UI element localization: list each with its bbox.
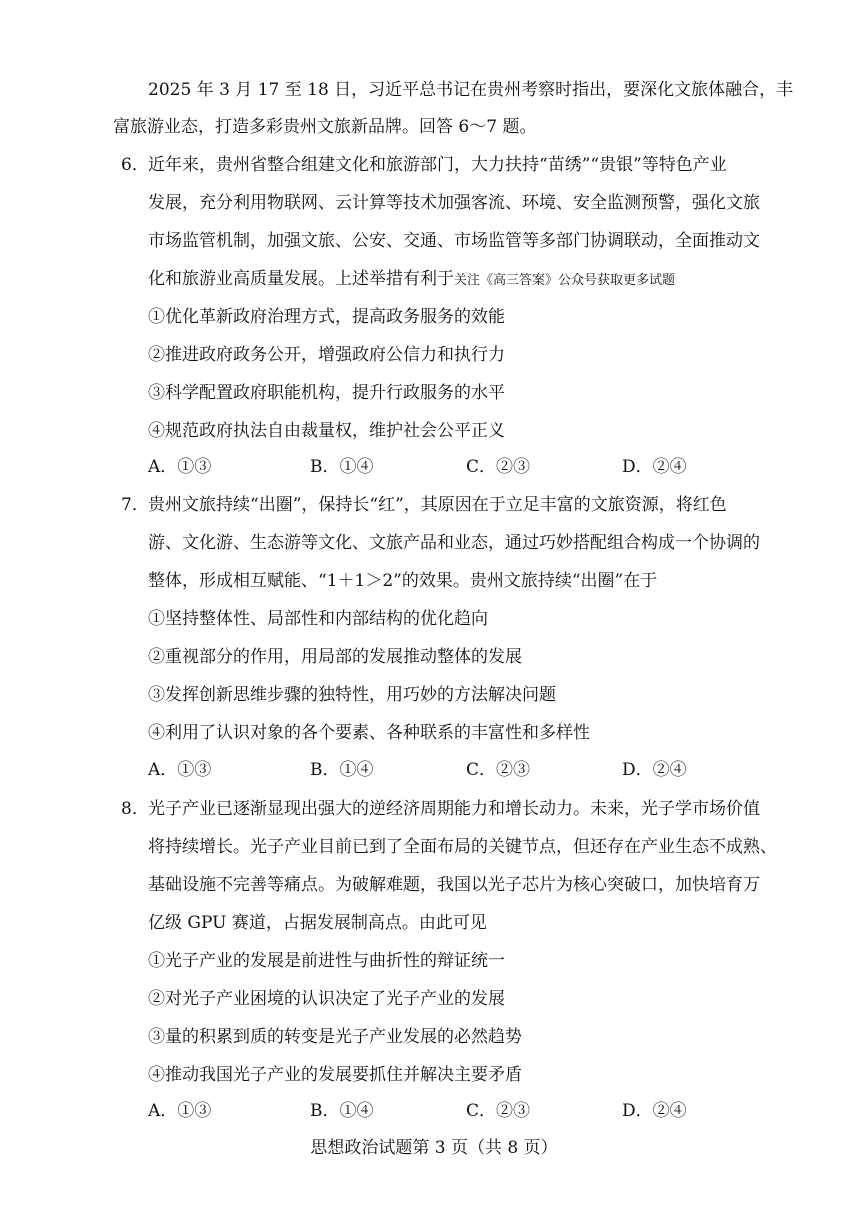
choice-a[interactable]: A．①③	[148, 1101, 212, 1121]
question-number: 8．	[121, 799, 149, 819]
question-stem-line: 将持续增长。光子产业目前已到了全面布局的关键节点，但还存在产业生态不成熟、	[148, 837, 777, 857]
intro-line-2: 富旅游业态，打造多彩贵州文旅新品牌。回答 6～7 题。	[113, 117, 537, 137]
choice-b[interactable]: B．①④	[310, 457, 374, 477]
option-1: ①优化革新政府治理方式，提高政务服务的效能	[148, 307, 505, 327]
choice-c[interactable]: C．②③	[466, 760, 531, 780]
question-stem-line: 整体，形成相互赋能、“1＋1＞2”的效果。贵州文旅持续“出圈”在于	[148, 571, 658, 591]
question-stem-line	[148, 267, 675, 293]
question-stem-line: 亿级 GPU 赛道，占据发展制高点。由此可见	[148, 913, 487, 933]
question-stem-line: 发展，充分利用物联网、云计算等技术加强客流、环境、安全监测预警，强化文旅	[148, 193, 760, 213]
option-4: ④规范政府执法自由裁量权，维护社会公平正义	[148, 421, 505, 441]
question-number: 6．	[121, 155, 149, 175]
answer-choices	[148, 758, 708, 782]
page-footer: 思想政治试题第 3 页（共 8 页）	[310, 1138, 558, 1158]
option-3: ③发挥创新思维步骤的独特性，用巧妙的方法解决问题	[148, 685, 556, 705]
watermark-text: 关注《高三答案》公众号获取更多试题	[454, 273, 676, 288]
option-1: ①光子产业的发展是前进性与曲折性的辩证统一	[148, 951, 505, 971]
choice-a[interactable]: A．①③	[148, 760, 212, 780]
choice-b[interactable]: B．①④	[310, 760, 374, 780]
question-stem-line: 光子产业已逐渐显现出强大的逆经济周期能力和增长动力。未来，光子学市场价值	[148, 799, 760, 819]
option-4: ④推动我国光子产业的发展要抓住并解决主要矛盾	[148, 1065, 522, 1085]
option-3: ③科学配置政府职能机构，提升行政服务的水平	[148, 383, 505, 403]
choice-c[interactable]: C．②③	[466, 1101, 531, 1121]
choice-c[interactable]: C．②③	[466, 457, 531, 477]
question-stem-text: 化和旅游业高质量发展。上述举措有利于	[148, 269, 454, 289]
option-2: ②重视部分的作用，用局部的发展推动整体的发展	[148, 647, 522, 667]
question-stem-line: 近年来，贵州省整合组建文化和旅游部门，大力扶持“苗绣”“贵银”等特色产业	[148, 155, 727, 175]
option-4: ④利用了认识对象的各个要素、各种联系的丰富性和多样性	[148, 723, 590, 743]
option-2: ②对光子产业困境的认识决定了光子产业的发展	[148, 989, 505, 1009]
answer-choices	[148, 455, 708, 479]
intro-line-1: 2025 年 3 月 17 至 18 日，习近平总书记在贵州考察时指出，要深化文旅体融合，丰	[148, 80, 794, 100]
question-stem-line: 游、文化游、生态游等文化、文旅产品和业态，通过巧妙搭配组合构成一个协调的	[148, 533, 760, 553]
option-1: ①坚持整体性、局部性和内部结构的优化趋向	[148, 609, 488, 629]
choice-d[interactable]: D．②④	[622, 1101, 687, 1121]
question-stem-line: 基础设施不完善等痛点。为破解难题，我国以光子芯片为核心突破口，加快培育万	[148, 875, 760, 895]
question-number: 7．	[121, 495, 149, 515]
question-stem-line: 贵州文旅持续“出圈”，保持长“红”，其原因在于立足丰富的文旅资源，将红色	[148, 495, 727, 515]
option-3: ③量的积累到质的转变是光子产业发展的必然趋势	[148, 1027, 522, 1047]
choice-b[interactable]: B．①④	[310, 1101, 374, 1121]
choice-d[interactable]: D．②④	[622, 760, 687, 780]
choice-d[interactable]: D．②④	[622, 457, 687, 477]
question-stem-line: 市场监管机制，加强文旅、公安、交通、市场监管等多部门协调联动，全面推动文	[148, 231, 760, 251]
option-2: ②推进政府政务公开，增强政府公信力和执行力	[148, 345, 505, 365]
answer-choices	[148, 1099, 708, 1123]
choice-a[interactable]: A．①③	[148, 457, 212, 477]
